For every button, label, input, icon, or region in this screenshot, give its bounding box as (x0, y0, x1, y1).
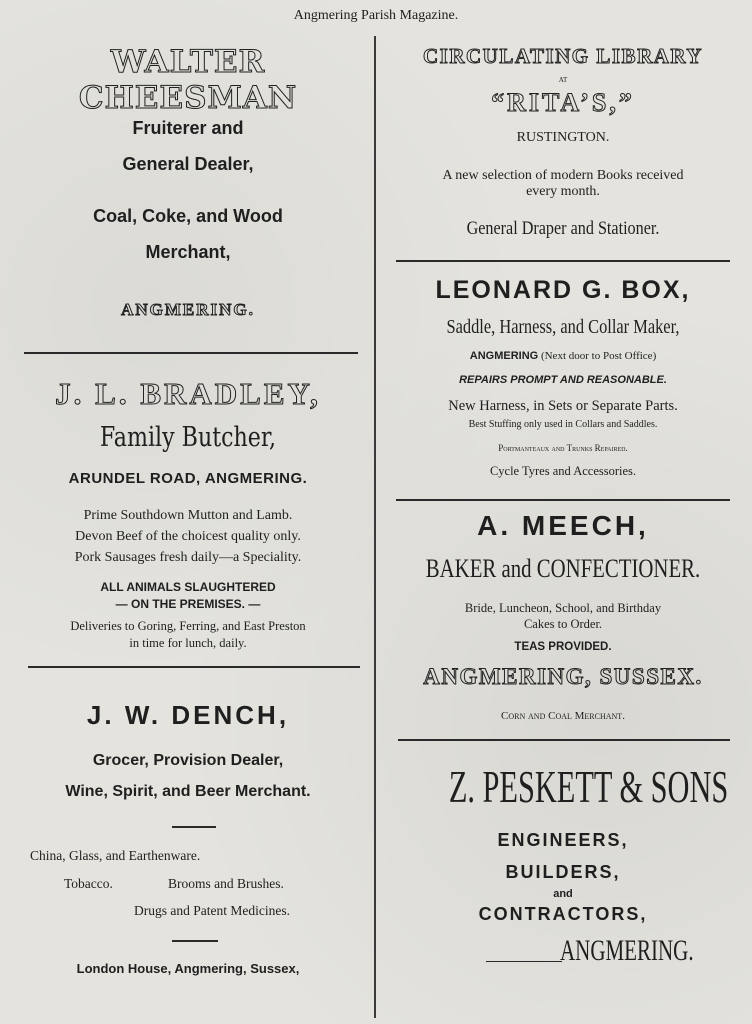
divider-left-2 (28, 666, 360, 668)
meech-trade: BAKER and CONFECTIONER. (425, 554, 701, 583)
ritas-place: RUSTINGTON. (516, 130, 610, 145)
box-trade: Saddle, Harness, and Collar Maker, (446, 316, 680, 338)
dench-rule-1 (172, 826, 216, 828)
box-line3: Portmanteaux and Trunks Repaired. (498, 443, 628, 453)
peskett-and: and (553, 888, 573, 900)
meech-line2: Cakes to Order. (523, 617, 603, 631)
cheesman-line4: Merchant, (145, 242, 231, 262)
box-place: ANGMERING (469, 350, 539, 362)
bradley-line2: Devon Beef of the choicest quality only. (75, 529, 301, 544)
meech-name: A. MEECH, (477, 510, 649, 541)
dench-goods2b: Brooms and Brushes. (168, 876, 284, 891)
box-place-note: (Next door to Post Office) (540, 350, 657, 362)
bradley-delivery2: in time for lunch, daily. (129, 636, 247, 650)
ritas-trade: General Draper and Stationer. (466, 218, 660, 239)
box-repairs: REPAIRS PROMPT AND REASONABLE. (459, 374, 667, 386)
cheesman-line3: Coal, Coke, and Wood (93, 206, 283, 226)
dench-rule-2 (172, 940, 218, 942)
dench-goods2a: Tobacco. (64, 876, 113, 891)
meech-line1: Bride, Luncheon, School, and Birthday (464, 601, 662, 615)
meech-teas: TEAS PROVIDED. (514, 641, 612, 653)
dench-line1: Grocer, Provision Dealer, (92, 752, 284, 769)
meech-extra: Corn and Coal Merchant. (501, 710, 625, 722)
box-line1: New Harness, in Sets or Separate Parts. (448, 398, 678, 414)
cheesman-place: ANGMERING. (121, 300, 255, 319)
ritas-at: AT (558, 76, 568, 84)
peskett-rule (486, 961, 562, 962)
cheesman-name: WALTER CHEESMAN (78, 44, 298, 116)
box-name: LEONARD G. BOX, (435, 276, 691, 304)
bradley-notice2: — ON THE PREMISES. — (115, 597, 261, 611)
divider-right-3 (398, 739, 730, 741)
ritas-line1: A new selection of modern Books received (442, 168, 684, 183)
bradley-trade: Family Butcher, (99, 422, 277, 453)
divider-left-1 (24, 352, 358, 354)
ritas-name: “RITA’S,” (491, 88, 635, 117)
dench-goods1: China, Glass, and Earthenware. (30, 848, 201, 863)
bradley-notice1: ALL ANIMALS SLAUGHTERED (100, 580, 276, 594)
bradley-line3: Pork Sausages fresh daily—a Speciality. (74, 550, 302, 565)
dench-goods3: Drugs and Patent Medicines. (134, 903, 290, 918)
bradley-delivery1: Deliveries to Goring, Ferring, and East Preston (70, 619, 306, 633)
peskett-line2: BUILDERS, (505, 862, 621, 882)
dench-line2: Wine, Spirit, and Beer Merchant. (65, 783, 311, 800)
divider-right-1 (396, 260, 730, 262)
peskett-name: Z. PESKETT & SONS (448, 761, 729, 812)
box-line2: Best Stuffing only used in Collars and Saddles. (468, 419, 658, 430)
peskett-line3: CONTRACTORS, (478, 904, 648, 924)
bradley-name: J. L. BRADLEY, (55, 376, 321, 411)
bradley-line1: Prime Southdown Mutton and Lamb. (83, 508, 293, 523)
masthead: Angmering Parish Magazine. (293, 8, 459, 23)
cheesman-line1: Fruiterer and (132, 118, 244, 138)
meech-place: ANGMERING, SUSSEX. (423, 664, 703, 689)
bradley-address: ARUNDEL ROAD, ANGMERING. (68, 470, 308, 487)
column-divider (374, 36, 376, 1018)
ritas-heading: CIRCULATING LIBRARY (423, 44, 703, 68)
box-line4: Cycle Tyres and Accessories. (489, 464, 637, 478)
box-place-row (390, 350, 736, 362)
peskett-place: ANGMERING. (560, 934, 694, 967)
cheesman-line2: General Dealer, (122, 154, 254, 174)
peskett-line1: ENGINEERS, (497, 830, 629, 850)
dench-name: J. W. DENCH, (86, 700, 290, 730)
dench-address: London House, Angmering, Sussex, (76, 961, 300, 976)
ritas-line2: every month. (526, 184, 600, 199)
divider-right-2 (396, 499, 730, 501)
